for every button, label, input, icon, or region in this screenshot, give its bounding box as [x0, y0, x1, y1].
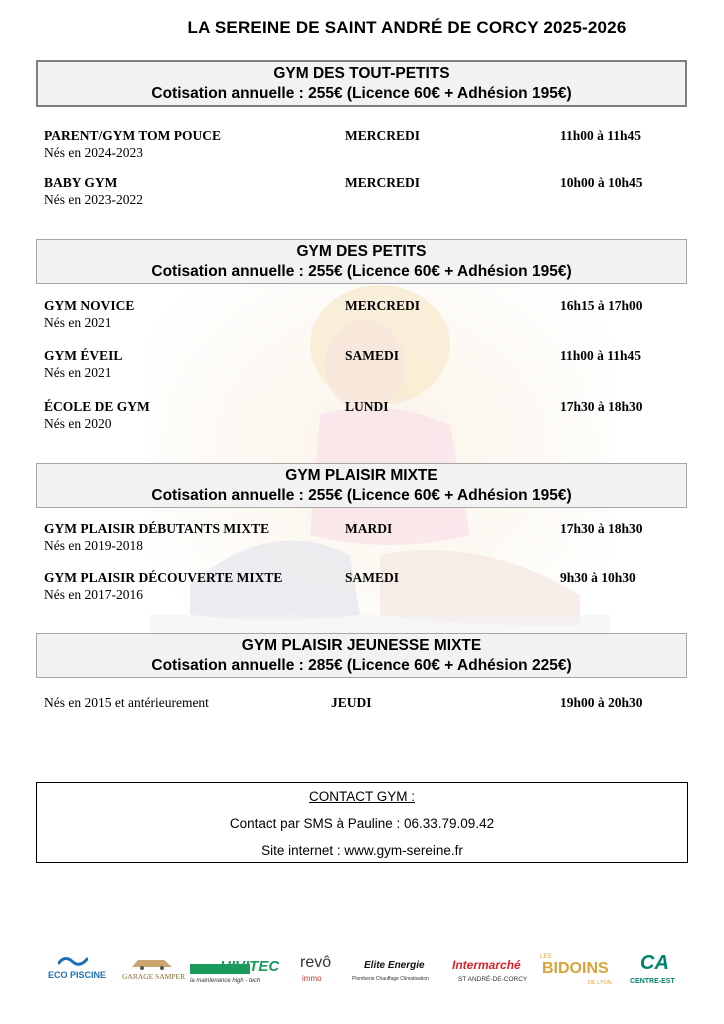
hivitec-logo: HIVITEC la maintenance high - tech: [190, 958, 280, 984]
class-day: SAMEDI: [345, 348, 400, 363]
class-birth-years: Nés en 2023-2022: [44, 192, 143, 207]
section-heading: GYM PLAISIR MIXTE: [285, 467, 438, 484]
section-heading: GYM PLAISIR JEUNESSE MIXTE: [241, 637, 482, 654]
class-row: [44, 298, 684, 334]
section-header-plaisir-jeunesse: [36, 633, 687, 678]
class-name: BABY GYM: [44, 175, 118, 190]
class-time: 16h15 à 17h00: [560, 298, 643, 313]
class-birth-years: Nés en 2021: [44, 365, 112, 380]
class-day: MERCREDI: [345, 128, 421, 143]
class-row: [44, 348, 684, 384]
class-time: 9h30 à 10h30: [560, 570, 636, 585]
class-row: [44, 399, 684, 435]
class-birth-years: Nés en 2024-2023: [44, 145, 143, 160]
bidoins-logo: LES BIDOINS DE LYON: [540, 954, 612, 986]
class-day: JEUDI: [331, 695, 372, 710]
section-fee: Cotisation annuelle : 255€ (Licence 60€ + Adhésion 195€): [151, 487, 572, 504]
section-fee: Cotisation annuelle : 255€ (Licence 60€ + Adhésion 195€): [151, 85, 572, 102]
class-row: [44, 570, 684, 606]
class-birth-years: Nés en 2019-2018: [44, 538, 143, 553]
contact-title: CONTACT GYM :: [308, 789, 415, 804]
section-fee: Cotisation annuelle : 255€ (Licence 60€ + Adhésion 195€): [151, 263, 572, 280]
sponsor-logos: [0, 952, 724, 1002]
section-header-tout-petits: [36, 60, 687, 107]
class-time: 17h30 à 18h30: [560, 399, 643, 414]
class-time: 11h00 à 11h45: [560, 348, 642, 363]
garage-samper-logo: GARAGE SAMPER: [122, 952, 182, 997]
class-name: PARENT/GYM TOM POUCE: [44, 128, 222, 143]
class-day: MARDI: [345, 521, 393, 536]
class-birth-years: Nés en 2015 et antérieurement: [44, 695, 209, 710]
section-heading: GYM DES PETITS: [296, 243, 427, 260]
elite-energie-logo: Elite Energie Plomberie Chauffage Climatisation: [352, 960, 429, 982]
class-name: GYM PLAISIR DÉCOUVERTE MIXTE: [44, 570, 283, 585]
class-birth-years: Nés en 2020: [44, 416, 112, 431]
class-birth-years: Nés en 2017-2016: [44, 587, 143, 602]
revo-immo-logo: revô immo: [300, 954, 332, 983]
class-row: [44, 128, 684, 164]
credit-agricole-logo: CA CENTRE-EST: [630, 952, 675, 985]
class-name: GYM ÉVEIL: [44, 348, 123, 363]
contact-box: [36, 782, 688, 863]
class-day: MERCREDI: [345, 298, 421, 313]
class-birth-years: Nés en 2021: [44, 315, 112, 330]
section-fee: Cotisation annuelle : 285€ (Licence 60€ + Adhésion 225€): [151, 657, 572, 674]
section-header-plaisir-mixte: [36, 463, 687, 508]
class-time: 10h00 à 10h45: [560, 175, 643, 190]
class-time: 19h00 à 20h30: [560, 695, 643, 710]
class-row: [44, 175, 684, 211]
class-name: GYM NOVICE: [44, 298, 135, 313]
class-time: 11h00 à 11h45: [560, 128, 642, 143]
class-day: LUNDI: [345, 399, 389, 414]
section-heading: GYM DES TOUT-PETITS: [273, 65, 450, 82]
eco-piscine-logo: ECO PISCINE: [48, 952, 106, 997]
section-header-petits: [36, 239, 687, 284]
class-name: GYM PLAISIR DÉBUTANTS MIXTE: [44, 521, 270, 536]
class-row: [44, 695, 684, 731]
class-time: 17h30 à 18h30: [560, 521, 643, 536]
class-day: SAMEDI: [345, 570, 400, 585]
contact-sms: Contact par SMS à Pauline : 06.33.79.09.42: [229, 816, 495, 831]
class-name: ÉCOLE DE GYM: [44, 399, 150, 414]
page-title: LA SEREINE DE SAINT ANDRÉ DE CORCY 2025-2026: [187, 18, 627, 37]
car-icon: [130, 956, 174, 970]
contact-website[interactable]: Site internet : www.gym-sereine.fr: [261, 843, 463, 858]
class-row: [44, 521, 684, 557]
wave-icon: [58, 954, 88, 968]
intermarche-logo: Intermarché ST ANDRÉ-DE-CORCY: [452, 958, 528, 983]
class-day: MERCREDI: [345, 175, 421, 190]
